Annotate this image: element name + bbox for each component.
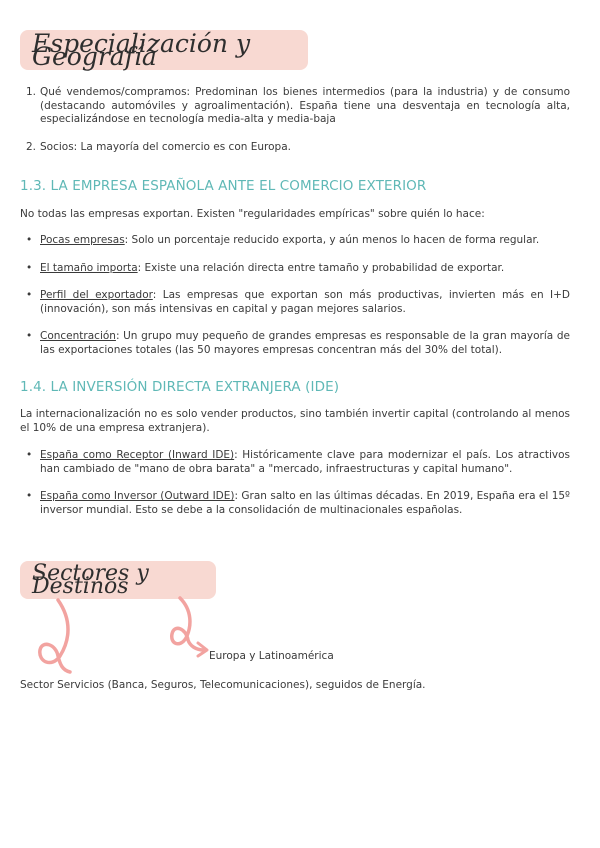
bullet-icon: • [26,234,33,246]
bullet-term: Pocas empresas [40,234,125,246]
bullet-term: Perfil del exportador [40,289,153,301]
bullet-text: : Solo un porcentaje reducido exporta, y aún menos lo hacen de forma regular. [124,234,540,246]
bullet-text: : Gran salto en las últimas décadas. En 2019, España era el 15º inversor mundial. Esto se debe a la consolidación de multinacionales españolas. [40,490,570,516]
banner-title: Sectores y Destinos [32,560,149,599]
bullet-icon: • [26,289,33,301]
list-text: Qué vendemos/compramos: Predominan los bienes intermedios (para la industria) y de consumo (destacando automóviles y agroalimentación). España tiene una desventaja en tecnología alta, especializándose en tecnología media-alta y media-baja [40,86,570,125]
destinos-label: Europa y Latinoamérica [209,650,334,662]
bullet-icon: • [26,449,33,461]
bullet-term: Concentración [40,330,116,342]
section-intro: No todas las empresas exportan. Existen "regularidades empíricas" sobre quién lo hace: [20,208,485,220]
list-number: 2. [26,140,37,153]
sectores-label: Sector Servicios (Banca, Seguros, Telecomunicaciones), seguidos de Energía. [20,679,426,691]
bullet-icon: • [26,490,33,502]
banner-title: Especialización y Geografía [32,28,251,71]
curly-arrow-icon [40,600,70,672]
bullet-text: : Un grupo muy pequeño de grandes empresas es responsable de la gran mayoría de las exportaciones totales (las 50 mayores empresas concentran más del 30% del total). [40,330,570,356]
bullet-icon: • [26,330,33,342]
bullet-icon: • [26,261,33,274]
section-heading-1-3: 1.3. LA EMPRESA ESPAÑOLA ANTE EL COMERCIO EXTERIOR [20,178,427,194]
bullet-text: : Las empresas que exportan son más productivas, invierten más en I+D (innovación), son más intensivas en capital y pagan mejores salarios. [40,289,570,315]
list-number: 1. [26,86,37,98]
section-intro: La internacionalización no es solo vender productos, sino también invertir capital (controlando al menos el 10% de una empresa extranjera). [20,408,570,434]
bullet-term: España como Receptor (Inward IDE) [40,449,235,461]
bullet-term: El tamaño importa [40,261,138,274]
bullet-text: : Históricamente clave para modernizar el país. Los atractivos han cambiado de "mano de obra barata" a "mercado, infraestructuras y capital humano". [40,449,570,475]
bullet-text: : Existe una relación directa entre tamaño y probabilidad de exportar. [137,261,505,274]
list-text: Socios: La mayoría del comercio es con Europa. [40,140,291,153]
bullet-term: España como Inversor (Outward IDE) [40,490,235,502]
section-heading-1-4: 1.4. LA INVERSIÓN DIRECTA EXTRANJERA (IDE) [20,379,340,395]
